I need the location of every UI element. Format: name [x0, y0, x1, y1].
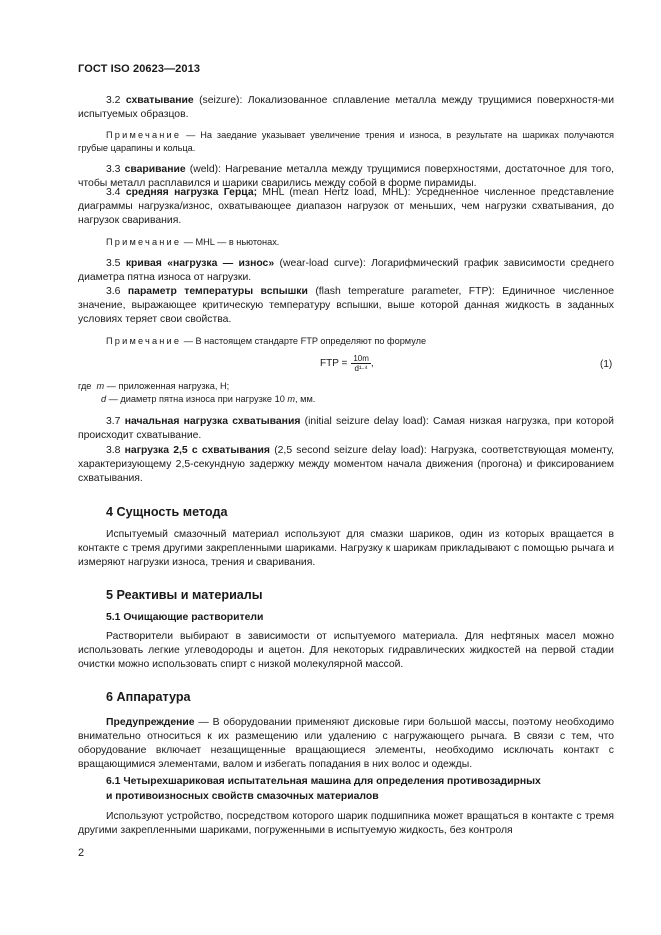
- warning-label: Предупреждение: [106, 717, 195, 728]
- subsection-6-1-heading-line1: 6.1 Четырехшариковая испытательная машина для определения противозадирных: [106, 776, 541, 787]
- term: средняя нагрузка Герца;: [125, 187, 258, 198]
- definition-3-4: 3.4 средняя нагрузка Герца; MHL (mean Hertz load, MHL): Усредненное численное представление диаграммы нагрузка/износ, охватывающее диапазон нагрузок от меньших, чем нагрузки схватывания, до нагрузок сваривания.: [78, 187, 614, 226]
- note-label: Примечание: [106, 130, 182, 140]
- note-label: Примечание: [106, 237, 182, 247]
- fraction: $\frac{10m}{\text{d¹·⁴}}$: [353, 354, 369, 373]
- definition-3-6: 3.6 параметр температуры вспышки (flash temperature parameter, FTP): Единичное численное значение, выражающее критическую температуру вспышки, выше которой данная жидкость в заданных условиях теряет свои свойства.: [78, 286, 614, 325]
- subsection-6-1-heading-line2: и противоизносных свойств смазочных материалов: [106, 791, 379, 802]
- definition-3-7: 3.7 начальная нагрузка схватывания (initial seizure delay load): Самая низкая нагрузка, при которой происходит схватывание.: [78, 416, 614, 441]
- warning-text: Предупреждение — В оборудовании применяют дисковые гири большой массы, поэтому необходимо внимательно относиться к их размещению или удалению с нагружающего рычага. В связи с тем, что оборудование включает незащищенные вращающиеся элементы, необходимо исключать контакт с вращающимися элементами, валом и избегать попадания в них волос и одежды.: [78, 717, 614, 770]
- equation-number: (1): [600, 359, 613, 370]
- term: схватывание: [125, 95, 194, 106]
- term: начальная нагрузка схватывания: [124, 416, 301, 427]
- term: сваривание: [124, 164, 186, 175]
- definition-3-3: 3.3 сваривание (weld): Нагревание металла между трущимися поверхностями, достаточное для того, чтобы металл расплавился и шарики сварились между собой в форме пирамиды.: [78, 164, 615, 189]
- document-header: ГОСТ ISO 20623—2013: [78, 63, 201, 75]
- note-3-6: Примечание — В настоящем стандарте FTP определяют по формуле: [106, 336, 427, 346]
- definition-3-8: 3.8 нагрузка 2,5 с схватывания (2,5 second seizure delay load): Нагрузка, соответствующая моменту, характеризующему 2,5-секундную задержку между моментом начала движения (прогона) и фиксированием схватывания.: [78, 445, 614, 484]
- section-4-text: Испытуемый смазочный материал используют для смазки шариков, один из которых вращается в контакте с тремя другими закрепленными шариками. Нагрузку к шарикам прикладывают с помощью рычага и измеряют нагрузки износа, трения и сваривания.: [78, 529, 614, 568]
- subsection-5-1-text: Растворители выбирают в зависимости от испытуемого материала. Для нефтяных масел можно использовать легкие углеводороды и ацетон. Для некоторых гидравлических жидкостей на первой стадии очистки можно использовать спирт с низкой молекулярной массой.: [78, 631, 614, 670]
- subsection-5-1-heading: 5.1 Очищающие растворители: [106, 612, 264, 623]
- page-number: 2: [78, 847, 85, 859]
- note-3-2: Примечание — На заедание указывает увеличение трения и износа, в результате на шариках получаются грубые царапины и кольца.: [78, 130, 614, 153]
- formula-legend-d: d — диаметр пятна износа при нагрузке 10 m, мм.: [101, 394, 316, 404]
- section-6-heading: 6 Аппаратура: [106, 690, 191, 704]
- section-5-heading: 5 Реактивы и материалы: [106, 588, 263, 602]
- term: кривая «нагрузка — износ»: [125, 258, 275, 269]
- term: параметр температуры вспышки: [127, 286, 308, 297]
- definition-3-2: 3.2 схватывание (seizure): Локализованное сплавление металла между трущимися поверхностя-ми испытуемых образцов.: [78, 95, 614, 120]
- formula-legend-m: где m — приложенная нагрузка, Н;: [78, 381, 230, 391]
- section-4-heading: 4 Сущность метода: [106, 505, 228, 519]
- ftp-formula: FTP = $\frac{10m}{\text{d¹·⁴}}$ ,: [320, 354, 374, 373]
- term: нагрузка 2,5 с схватывания: [124, 445, 270, 456]
- note-3-4: Примечание — MHL — в ньютонах.: [106, 237, 280, 247]
- definition-3-5: 3.5 кривая «нагрузка — износ» (wear-load curve): Логарифмический график зависимости среднего диаметра пятна износа от нагрузки.: [78, 258, 614, 283]
- note-label: Примечание: [106, 336, 182, 346]
- subsection-6-1-text: Используют устройство, посредством которого шарик подшипника может вращаться в контакте с тремя другими закрепленными шариками, погруженными в испытуемую жидкость, без контроля: [78, 811, 614, 836]
